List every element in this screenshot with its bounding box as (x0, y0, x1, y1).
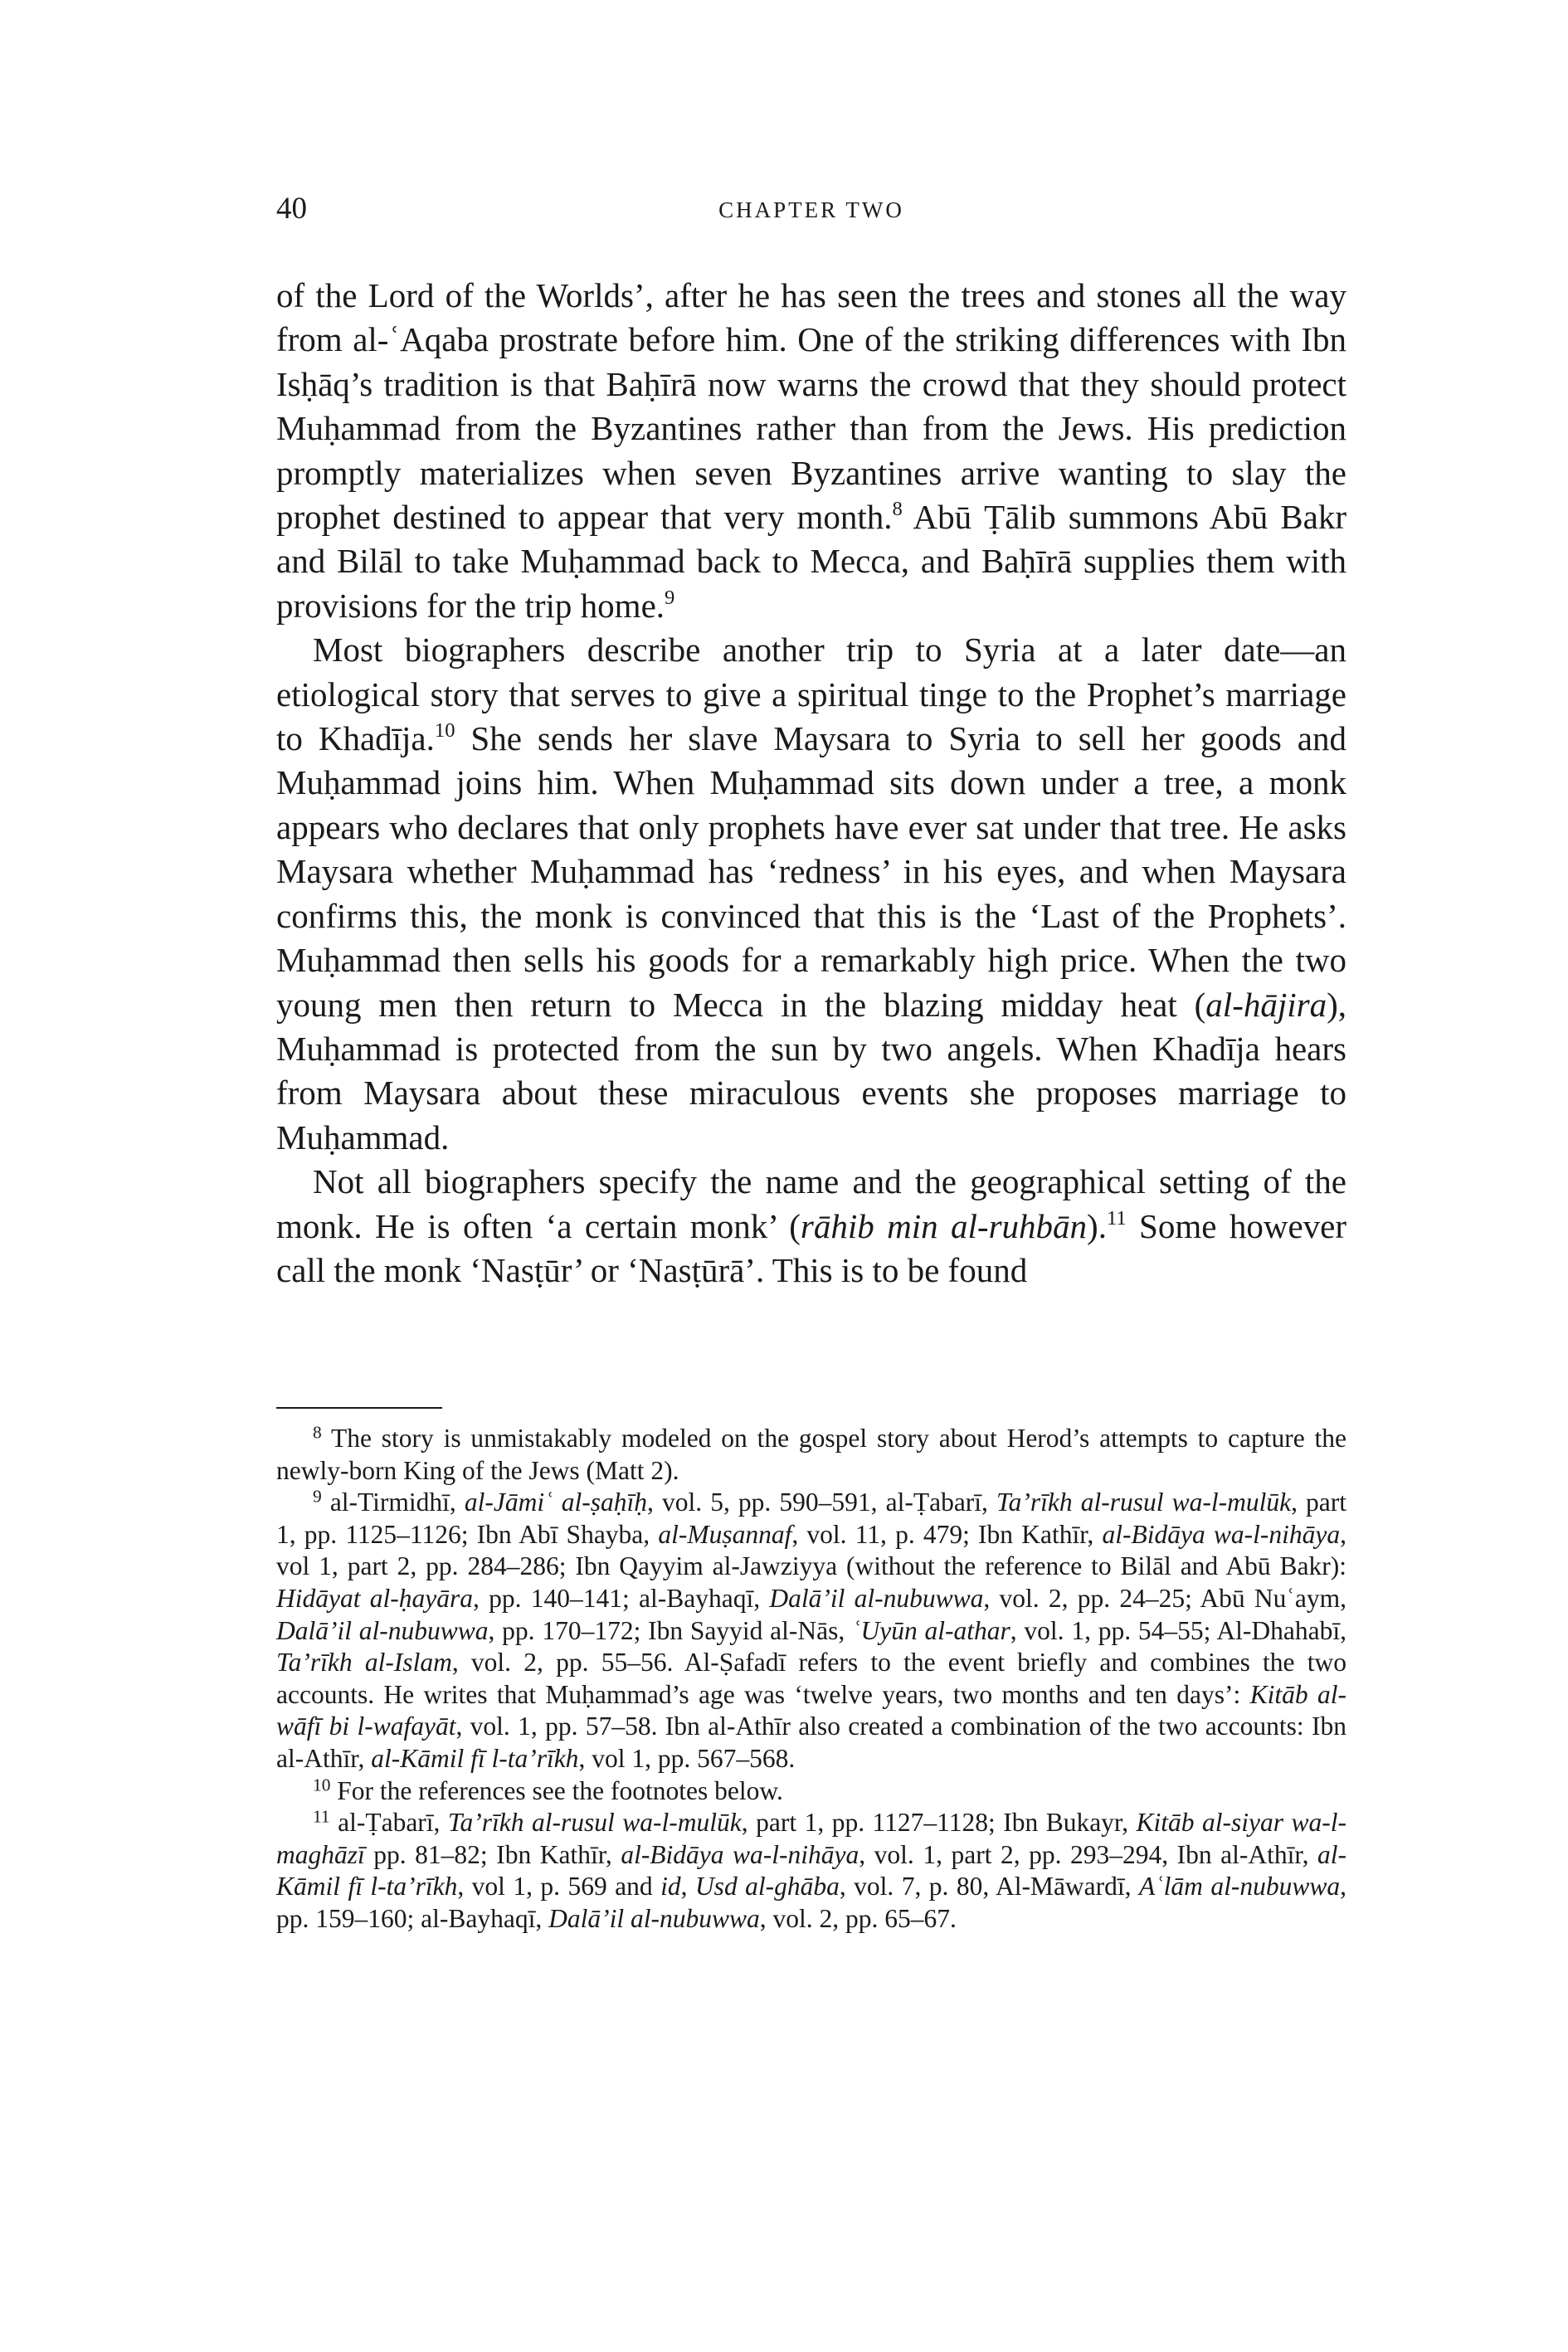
italic-term: rāhib min al-ruhbān (800, 1206, 1088, 1245)
footnote-text: , vol. 1, pp. 54–55; Al-Dhahabī, (1010, 1615, 1346, 1645)
paragraph-text: of the Lord of the Worlds’, after he has seen the trees and stones all the way from al-ʿAqaba prostrate before him. One of the striking differences with Ibn Isḥāq’s tradition is that Baḥīrā now warns the crowd that they should protect Muḥammad from the Byzantines rather than from the Jews. His prediction promptly materializes when seven Byzantines arrive wanting to slay the prophet destined to appear that very month. (276, 276, 1346, 537)
footnotes (276, 1423, 1346, 1936)
footnote-text: al-Ṭabarī, (338, 1808, 448, 1838)
citation-title: Ta’rīkh al-rusul wa-l-mulūk (996, 1488, 1292, 1517)
paragraph-3 (276, 1160, 1346, 1293)
footnote-ref-9[interactable]: 9 (665, 586, 675, 609)
paragraph-text: Some however call the monk ‘Nasṭūr’ or ‘Nasṭūrā’. This is to be found (276, 1206, 1346, 1289)
footnote-text: , vol. 2, pp. 65–67. (759, 1903, 957, 1933)
citation-title: Usd al-ghāba (694, 1872, 840, 1902)
citation-title: id (660, 1872, 681, 1902)
footnote-text: , vol. 11, p. 479; Ibn Kathīr, (791, 1519, 1103, 1549)
footnote-9 (276, 1487, 1346, 1775)
citation-title: al-Jāmiʿ al-ṣaḥīḥ (464, 1488, 647, 1517)
paragraph-text: ), Muḥammad is protected from the sun by two angels. When Khadīja hears from Maysara about these miraculous events she proposes marriage to Muḥammad. (276, 985, 1346, 1157)
citation-title: Ta’rīkh al-rusul wa-l-mulūk (447, 1808, 742, 1838)
footnote-text: , vol. 1, part 2, pp. 293–294, Ibn al-Athīr, (859, 1839, 1317, 1869)
footnote-number: 10 (313, 1774, 331, 1794)
citation-title: Dalā’il al-nubuwwa (548, 1903, 760, 1933)
footnote-text: , vol. 2, pp. 24–25; Abū Nuʿaym, (983, 1583, 1347, 1613)
page-header (276, 191, 1346, 241)
citation-title: Aʿlām al-nubuwwa (1138, 1872, 1341, 1902)
footnote-text: , vol 1, part 2, pp. 284–286; Ibn Qayyim al-Jawziyya (without the reference to Bilāl and Abū Bakr): (276, 1519, 1346, 1581)
footnote-text: , pp. 159–160; al-Bayhaqī, (276, 1872, 1347, 1933)
footnote-ref-8[interactable]: 8 (892, 498, 903, 521)
footnote-11 (276, 1807, 1346, 1935)
footnote-text: , vol 1, p. 569 and (457, 1872, 661, 1902)
paragraph-text: Abū Ṭālib summons Abū Bakr and Bilāl to take Muḥammad back to Mecca, and Baḥīrā supplies them with provisions for the trip home. (276, 498, 1346, 625)
footnote-divider (276, 1407, 442, 1409)
footnote-text: , part 1, pp. 1127–1128; Ibn Bukayr, (741, 1808, 1137, 1838)
paragraph-text: She sends her slave Maysara to Syria to sell her goods and Muḥammad joins him. When Muḥammad sits down under a tree, a monk appears who declares that only prophets have ever sat under that tree. He asks Maysara whether Muḥammad has ‘redness’ in his eyes, and when Maysara confirms this, the monk is convinced that this is the ‘Last of the Prophets’. Muḥammad then sells his goods for a remarkably high price. When the two young men then return to Mecca in the blazing midday heat ( (276, 719, 1346, 1024)
paragraph-text: Not all biographers specify the name and the geographical setting of the monk. He is often ‘a certain monk’ ( (276, 1162, 1346, 1245)
citation-title: Hidāyat al-ḥayāra (276, 1583, 473, 1613)
footnote-text: , pp. 140–141; al-Bayhaqī, (472, 1583, 770, 1613)
running-head: CHAPTER TWO (718, 197, 904, 222)
page-number: 40 (276, 192, 307, 226)
footnote-text: , (680, 1872, 695, 1902)
footnote-text: al-Tirmidhī, (329, 1488, 465, 1517)
footnote-8 (276, 1423, 1346, 1487)
citation-title: ʿUyūn al-athar (852, 1615, 1010, 1645)
main-text (276, 274, 1346, 1293)
citation-title: Ta’rīkh al-Islam (276, 1648, 452, 1678)
italic-term: al-hājira (1205, 985, 1327, 1024)
footnote-text: The story is unmistakably modeled on the gospel story about Herod’s attempts to capture the newly-born King of the Jews (Matt 2). (276, 1424, 1347, 1485)
footnote-text: For the references see the footnotes below. (337, 1775, 783, 1805)
citation-title: al-Kāmil fī l-ta’rīkh (371, 1743, 579, 1773)
paragraph-text: ). (1087, 1206, 1107, 1245)
footnote-10 (276, 1775, 1346, 1808)
footnote-text: , vol. 2, pp. 55–56. Al-Ṣafadī refers to the event briefly and combines the two accounts. He writes that Muḥammad’s age was ‘twelve years, two months and ten days’: (276, 1648, 1346, 1709)
footnote-text: , vol. 7, p. 80, Al-Māwardī, (839, 1872, 1139, 1902)
footnote-number: 11 (313, 1806, 330, 1827)
citation-title: al-Kāmil fī l-ta’rīkh (276, 1839, 1346, 1902)
citation-title: al-Muṣannaf (658, 1519, 792, 1549)
footnote-number: 9 (313, 1486, 322, 1507)
footnote-text: , pp. 170–172; Ibn Sayyid al-Nās, (488, 1615, 853, 1645)
paragraph-2 (276, 628, 1346, 1160)
citation-title: Kitāb al-wāfī bi l-wafayāt (276, 1679, 1346, 1741)
paragraph-text: Most biographers describe another trip to Syria at a later date—an etiological story that serves to give a spiritual tinge to the Prophet’s marriage to Khadīja. (276, 631, 1346, 758)
footnote-text: , vol 1, pp. 567–568. (578, 1743, 796, 1773)
footnote-ref-11[interactable]: 11 (1106, 1206, 1127, 1230)
footnote-number: 8 (313, 1422, 322, 1443)
footnote-text: , part 1, pp. 1125–1126; Ibn Abī Shayba, (276, 1488, 1347, 1549)
citation-title: Dalā’il al-nubuwwa (276, 1615, 489, 1645)
citation-title: Dalā’il al-nubuwwa (769, 1583, 984, 1613)
citation-title: al-Bidāya wa-l-nihāya (621, 1839, 859, 1869)
citation-title: Kitāb al-siyar wa-l-maghāzī (276, 1808, 1347, 1869)
footnote-text: pp. 81–82; Ibn Kathīr, (364, 1839, 621, 1869)
footnote-ref-10[interactable]: 10 (434, 719, 455, 743)
footnote-text: , vol. 5, pp. 590–591, al-Ṭabarī, (646, 1488, 997, 1517)
paragraph-1 (276, 274, 1346, 628)
footnote-text: , vol. 1, pp. 57–58. Ibn al-Athīr also created a combination of the two accounts: Ibn al-Athīr, (276, 1712, 1346, 1773)
citation-title: al-Bidāya wa-l-nihāya (1102, 1519, 1341, 1549)
